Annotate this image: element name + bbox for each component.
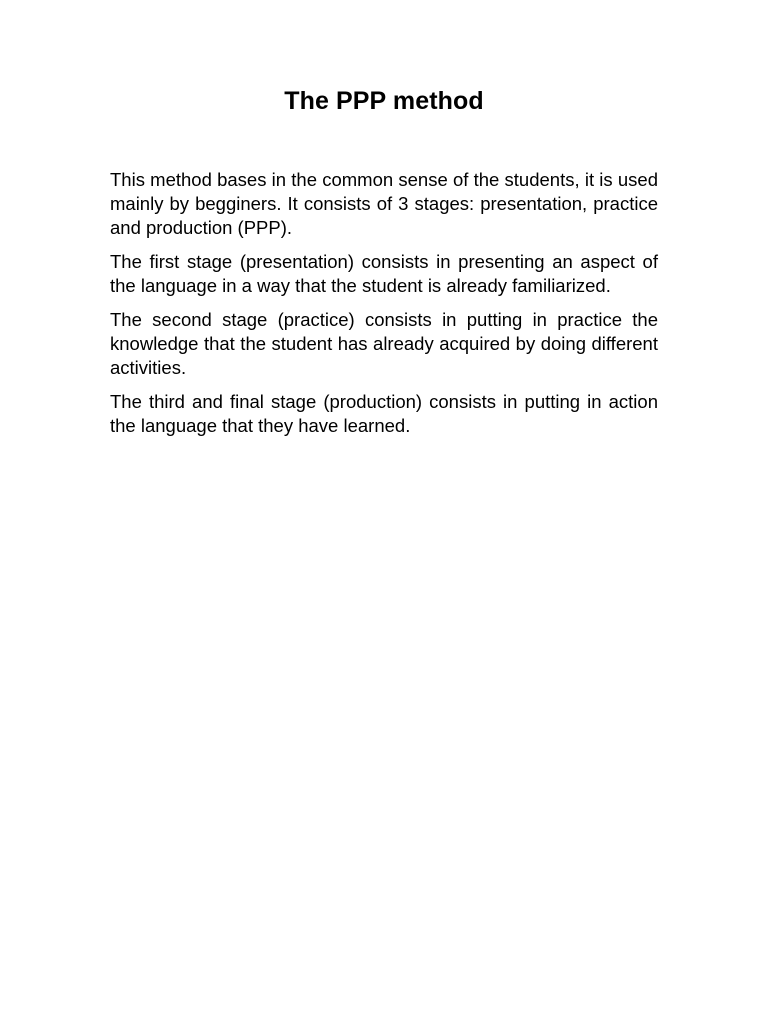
paragraph-practice: The second stage (practice) consists in putting in practice the knowledge that the student has already acquired by doing different activities. [110,309,658,378]
paragraph-presentation: The first stage (presentation) consists in presenting an aspect of the language in a way that the student is already familiarized. [110,251,658,296]
paragraph-intro: This method bases in the common sense of the students, it is used mainly by begginers. It consists of 3 stages: presentation, practice and production (PPP). [110,169,658,238]
page-title: The PPP method [284,87,484,115]
paragraph-production: The third and final stage (production) consists in putting in action the language that they have learned. [110,391,658,436]
document-body [110,168,658,438]
